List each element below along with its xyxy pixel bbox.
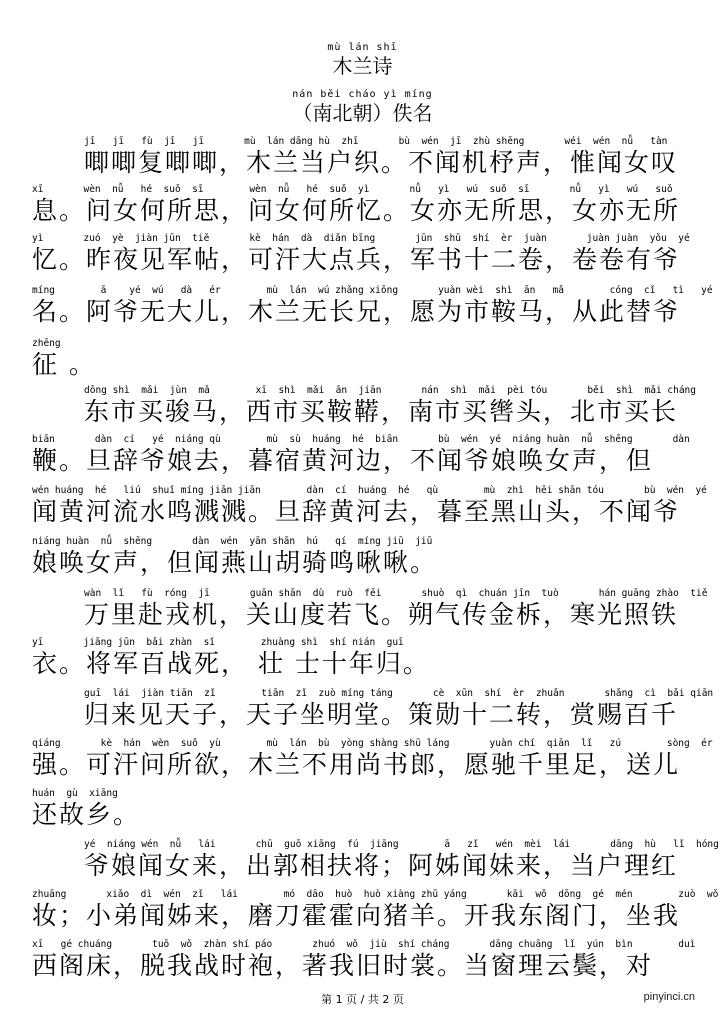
line-text: 爷娘闻女来，出郭相扶将；阿姊闻妹来，当户理红 — [84, 851, 679, 880]
line-pinyin: míng ā yé wú dà ér mù lán wú zhǎng xiōng yuàn wèi shì ān mǎ cóng cǐ tì yé — [32, 285, 713, 296]
line-pinyin: yī jiāng jūn bǎi zhàn sǐ zhuàng shì shí nián guī — [32, 637, 404, 648]
line-pinyin: wén huáng hé liú shuǐ míng jiān jiān dàn cí huáng hé qù mù zhì hēi shān tóu bù wén yé — [32, 485, 707, 496]
line-text: 鞭。旦辞爷娘去，暮宿黄河边，不闻爷娘唤女声，但 — [32, 446, 654, 475]
line-pinyin: niáng huàn nǚ shēng dàn wén yān shān hú qí míng jiū jiū — [32, 536, 433, 547]
title-pinyin: mù lán shī — [327, 42, 398, 53]
line-pinyin: xī wèn nǚ hé suǒ sī wèn nǚ hé suǒ yì nǚ yì wú suǒ sī nǚ yì wú suǒ — [32, 184, 673, 195]
line-text: 妆；小弟闻姊来，磨刀霍霍向猪羊。开我东阁门，坐我 — [32, 901, 681, 930]
line-text: 娘唤女声，但闻燕山胡骑鸣啾啾。 — [32, 548, 438, 577]
line-text: 西阁床，脱我战时袍，著我旧时裳。当窗理云鬓，对 — [32, 951, 654, 980]
line-pinyin: wàn lǐ fù róng jī guān shān dù ruò fēi shuò qì chuán jīn tuò hán guāng zhào tiě — [84, 588, 708, 599]
line-text: 名。阿爷无大儿，木兰无长兄，愿为市鞍马，从此替爷 — [32, 297, 681, 326]
line-pinyin: qiáng kè hán wèn suǒ yù mù lán bù yòng shàng shū láng yuàn chí qiān lǐ zú sòng ér — [32, 738, 713, 749]
site-watermark: pinyinci.cn — [643, 991, 695, 1003]
poem-author: （南北朝）佚名 — [292, 101, 433, 125]
line-pinyin: zhuāng xiǎo dì wén zǐ lái mó dāo huò huò xiàng zhū yáng kāi wǒ dōng gé mén zuò wǒ — [32, 889, 719, 900]
line-text: 万里赴戎机，关山度若飞。朔气传金柝，寒光照铁 — [84, 600, 679, 629]
subtitle-pinyin: nán běi cháo yì míng — [292, 89, 433, 100]
line-text: 衣。将军百战死， 壮 士十年归。 — [32, 649, 430, 678]
page-indicator: 第 1 页 / 共 2 页 — [321, 993, 404, 1006]
poem-title: 木兰诗 — [332, 54, 393, 78]
line-text: 东市买骏马，西市买鞍鞯，南市买辔头，北市买长 — [84, 397, 679, 426]
line-pinyin: yì zuó yè jiàn jūn tiě kè hán dà diǎn bīng jūn shū shí èr juàn juàn juàn yǒu yé — [32, 233, 690, 244]
line-text: 唧唧复唧唧，木兰当户织。不闻机杼声，惟闻女叹 — [84, 148, 679, 177]
line-text: 闻黄河流水鸣溅溅。旦辞黄河去，暮至黑山头，不闻爷 — [32, 497, 681, 526]
line-pinyin: guī lái jiàn tiān zǐ tiān zǐ zuò míng táng cè xūn shí èr zhuǎn shǎng cì bǎi qiān — [84, 688, 714, 699]
line-pinyin: biān dàn cí yé niáng qù mù sù huáng hé biān bù wén yé niáng huàn nǚ shēng dàn — [32, 434, 690, 445]
line-text: 还故乡。 — [32, 800, 141, 829]
line-text: 归来见天子，天子坐明堂。策勋十二转，赏赐百千 — [84, 700, 679, 729]
line-pinyin: dōng shì mǎi jùn mǎ xī shì mǎi ān jiān nán shì mǎi pèi tóu běi shì mǎi cháng — [84, 385, 696, 396]
line-text: 息。问女何所思，问女何所忆。女亦无所思，女亦无所 — [32, 196, 681, 225]
line-text: 忆。昨夜见军帖，可汗大点兵，军书十二卷，卷卷有爷 — [32, 245, 681, 274]
line-pinyin: zhēng — [32, 338, 61, 349]
line-pinyin: huán gù xiāng — [32, 788, 118, 799]
line-text: 强。可汗问所欲，木兰不用尚书郎，愿驰千里足，送儿 — [32, 750, 681, 779]
line-pinyin: yé niáng wén nǚ lái chū guō xiāng fú jiāng ā zǐ wén mèi lái dāng hù lǐ hóng — [84, 839, 719, 850]
line-pinyin: jī jī fù jī jī mù lán dāng hù zhī bù wén jī zhù shēng wéi wén nǚ tàn — [84, 136, 668, 147]
line-text: 征 。 — [32, 350, 96, 379]
line-pinyin: xī gé chuáng tuō wǒ zhàn shí páo zhuó wǒ jiù shí cháng dāng chuāng lǐ yún bìn duì — [32, 939, 696, 950]
